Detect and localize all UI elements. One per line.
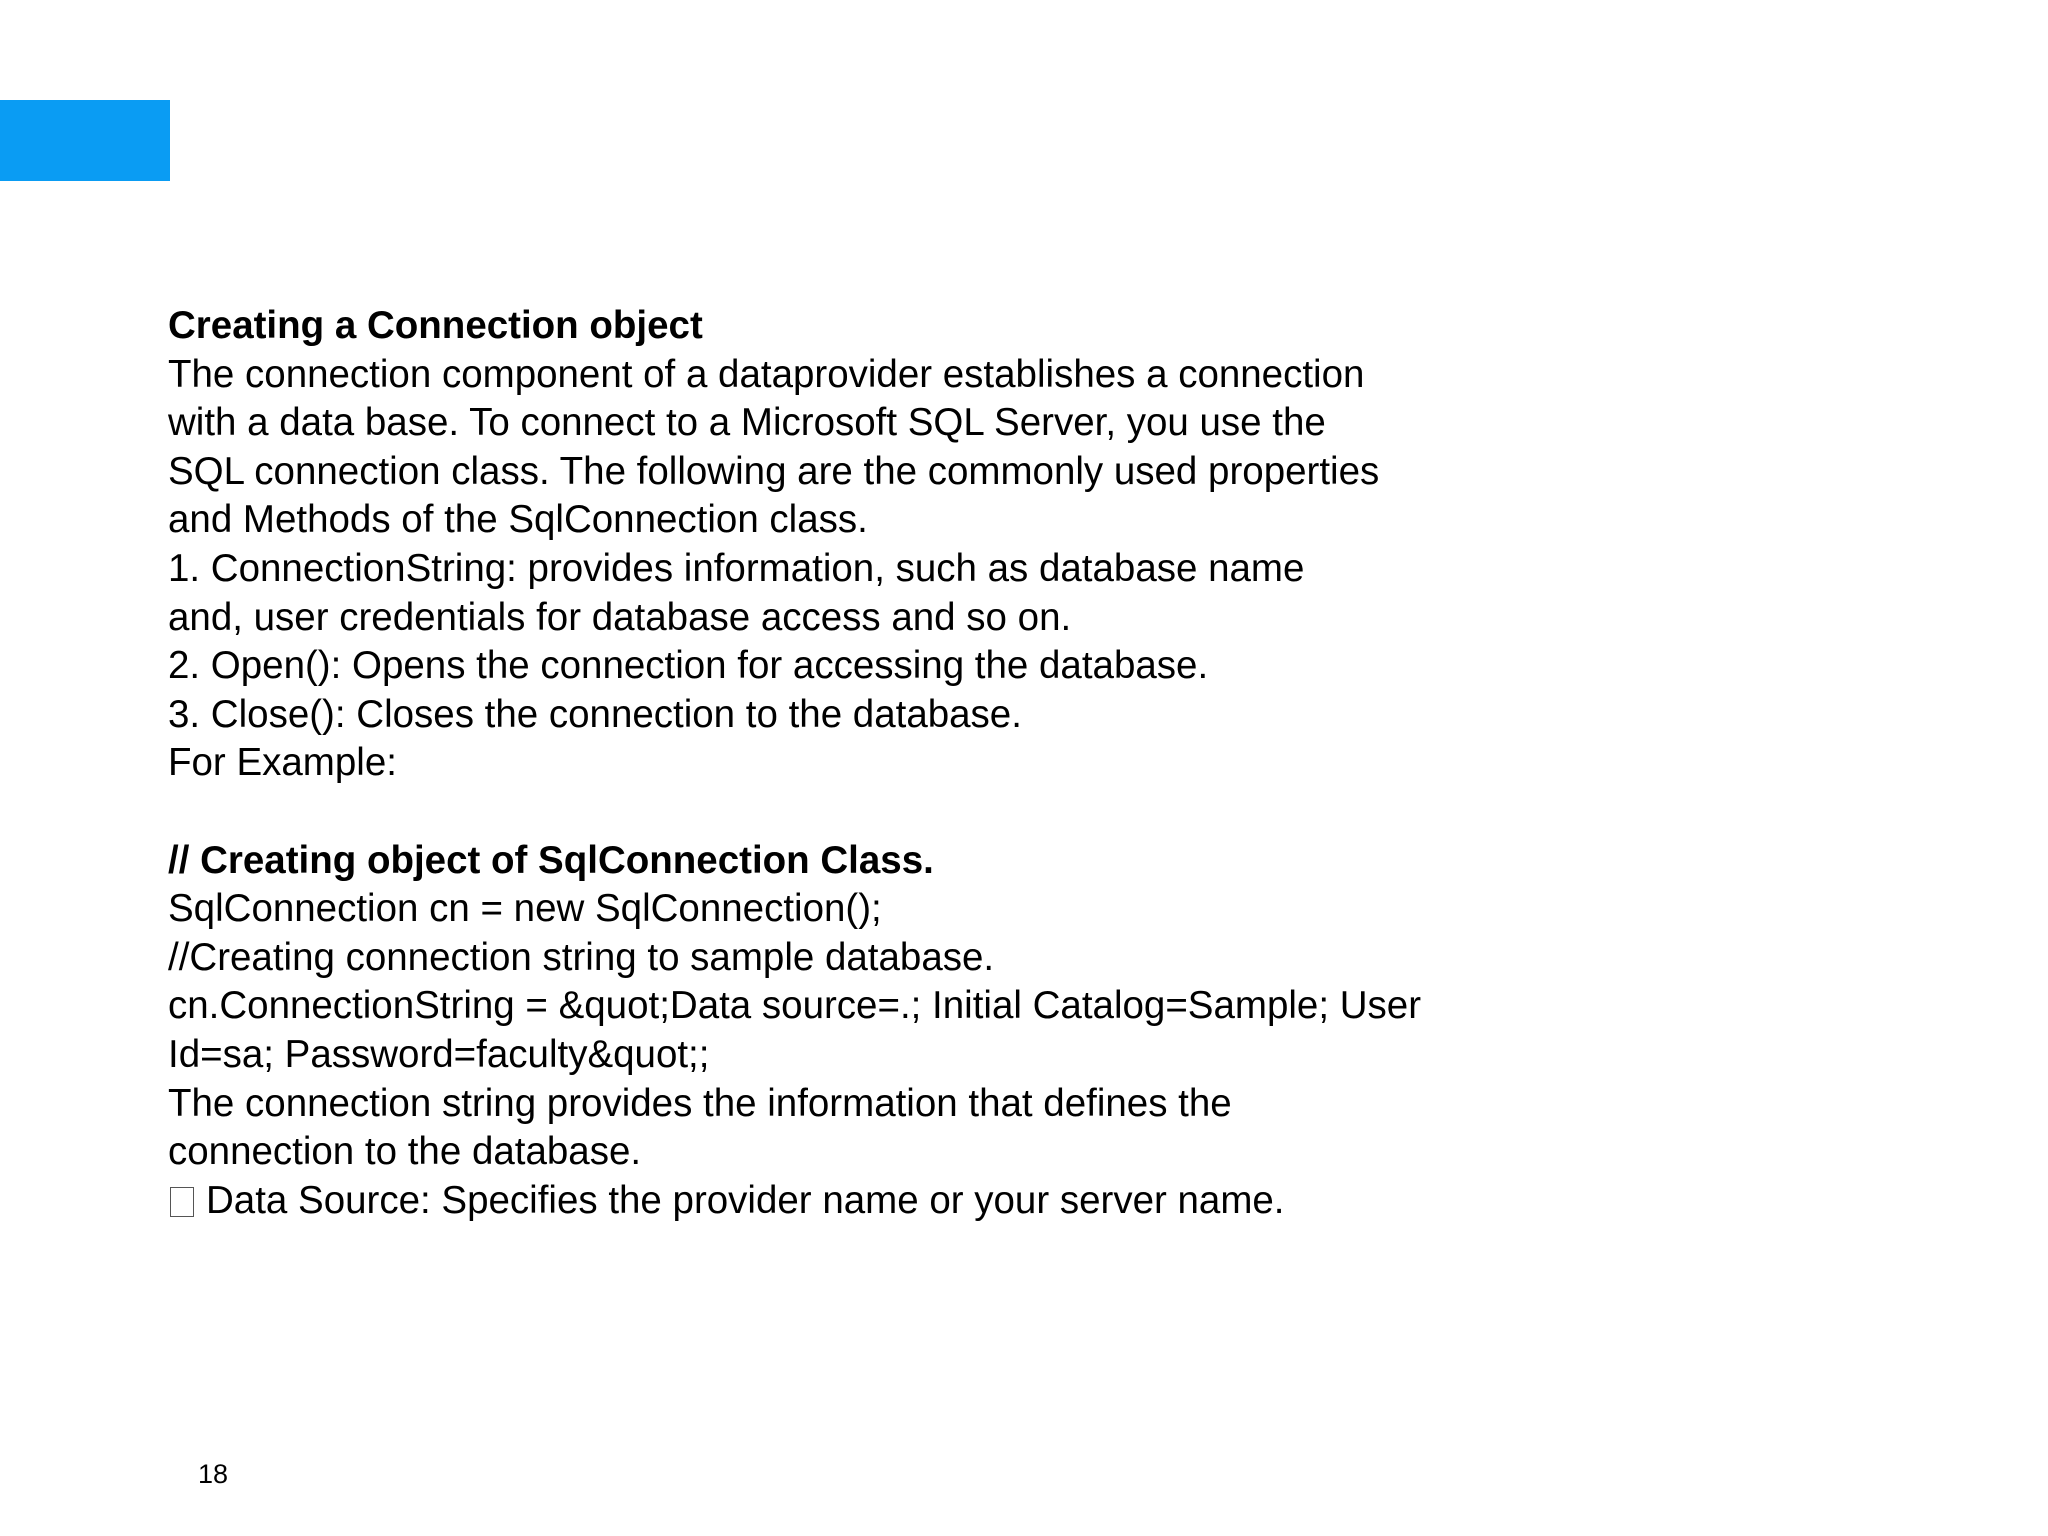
missing-glyph-box-icon — [170, 1187, 194, 1217]
code-line: cn.ConnectionString = &quot;Data source=.; Initial Catalog=Sample; User — [168, 984, 1422, 1028]
paragraph-line: with a data base. To connect to a Microsoft SQL Server, you use the — [168, 401, 1326, 445]
description-line: connection to the database. — [168, 1130, 642, 1174]
code-line: Id=sa; Password=faculty&quot;; — [168, 1032, 710, 1076]
paragraph-line: and Methods of the SqlConnection class. — [168, 498, 868, 542]
bullet-text: Data Source: Specifies the provider name or your server name. — [206, 1178, 1285, 1222]
description-line: The connection string provides the information that defines the — [168, 1081, 1232, 1125]
bullet-item — [168, 1177, 1568, 1226]
comment-heading-text: Creating object of SqlConnection Class. — [200, 838, 934, 882]
blank-line — [168, 788, 1568, 837]
comment-prefix: // — [168, 838, 201, 882]
slide-heading: Creating a Connection object — [168, 304, 703, 347]
code-line: SqlConnection cn = new SqlConnection(); — [168, 887, 882, 931]
code-line: //Creating connection string to sample database. — [168, 935, 995, 979]
slide-content — [168, 302, 1568, 1225]
list-item: 2. Open(): Opens the connection for accessing the database. — [168, 644, 1209, 688]
paragraph-line: The connection component of a dataprovider establishes a connection — [168, 352, 1365, 396]
list-item: 3. Close(): Closes the connection to the database. — [168, 692, 1022, 736]
code-comment-heading — [168, 837, 1568, 886]
list-item: 1. ConnectionString: provides information, such as database name — [168, 546, 1305, 590]
accent-bar — [0, 100, 170, 181]
paragraph-line: SQL connection class. The following are the commonly used properties — [168, 449, 1380, 493]
example-label: For Example: — [168, 741, 397, 785]
page-number: 18 — [198, 1459, 229, 1489]
list-item: and, user credentials for database access and so on. — [168, 595, 1072, 639]
